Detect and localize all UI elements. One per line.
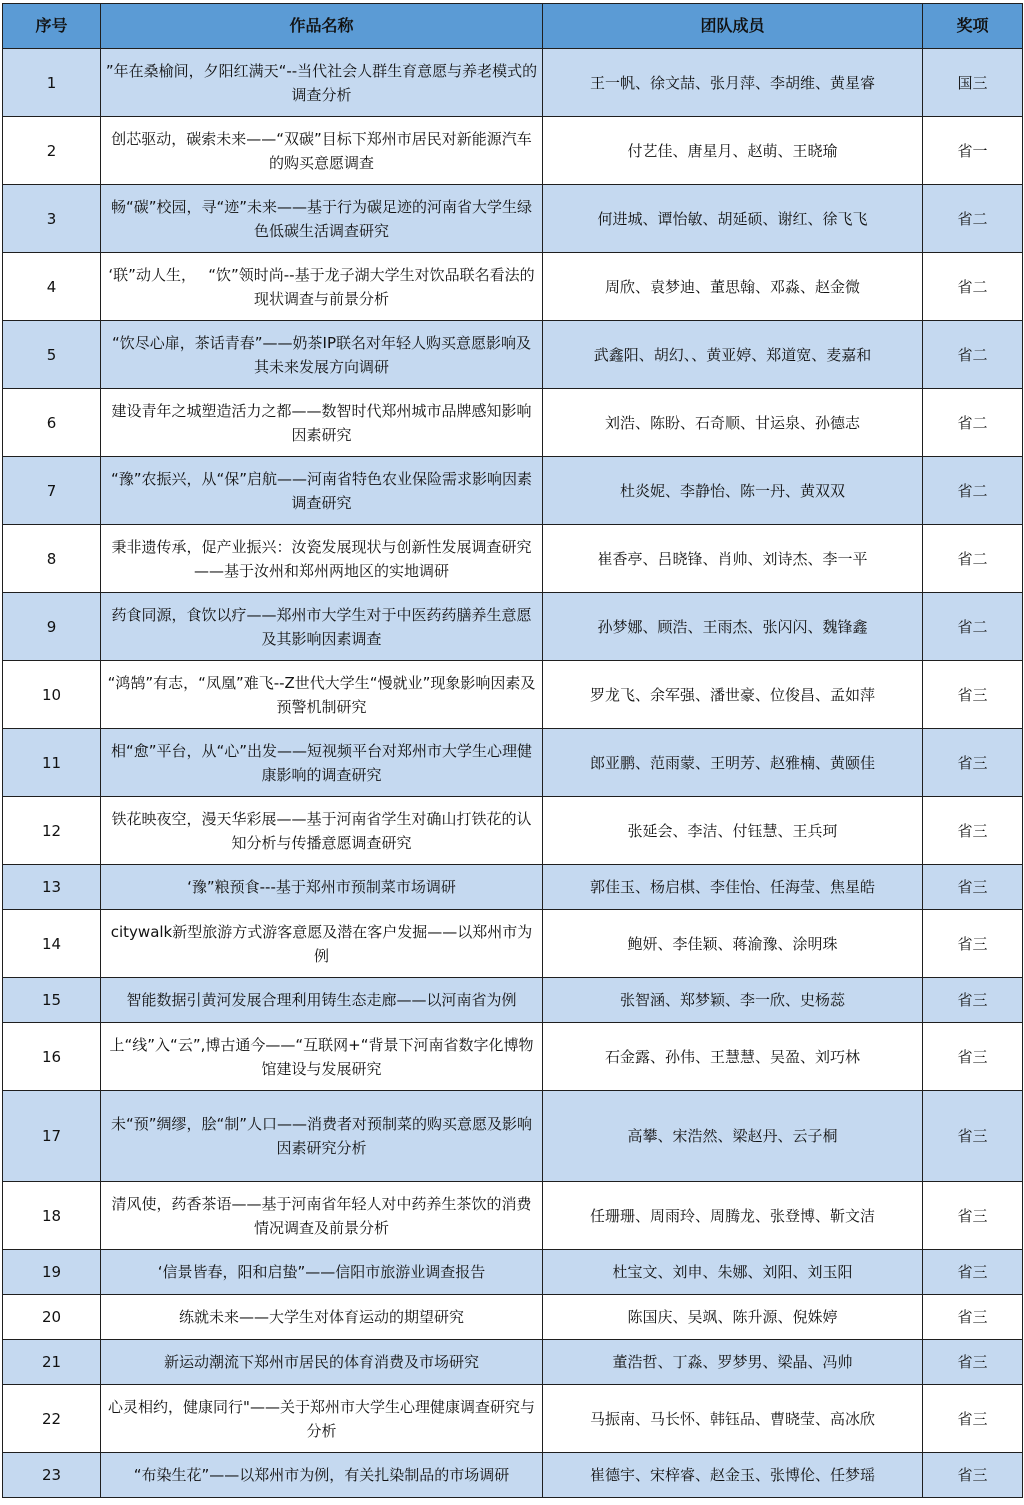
row-title: 新运动潮流下郑州市居民的体育消费及市场研究 [101,1340,543,1385]
table-row [3,1385,1023,1453]
row-members: 罗龙飞、余军强、潘世豪、位俊昌、孟如萍 [543,661,923,729]
row-award: 省三 [923,1250,1023,1295]
table-row [3,910,1023,978]
row-award: 省二 [923,321,1023,389]
row-members: 鲍妍、李佳颖、蒋渝豫、涂明珠 [543,910,923,978]
header-award: 奖项 [923,4,1023,49]
row-title: citywalk新型旅游方式游客意愿及潜在客户发掘——以郑州市为例 [101,910,543,978]
row-title: ‘豫”粮预食---基于郑州市预制菜市场调研 [101,865,543,910]
row-number: 16 [3,1023,101,1091]
header-row [3,4,1023,49]
row-members: 董浩哲、丁淼、罗梦男、梁晶、冯帅 [543,1340,923,1385]
row-number: 2 [3,117,101,185]
header-members: 团队成员 [543,4,923,49]
row-members: 付艺佳、唐星月、赵萌、王晓瑜 [543,117,923,185]
row-members: 孙梦娜、顾浩、王雨杰、张闪闪、魏锋鑫 [543,593,923,661]
row-title: 未“预”绸缪，脍“制”人口——消费者对预制菜的购买意愿及影响因素研究分析 [101,1091,543,1182]
row-members: 马振南、马长怀、韩钰品、曹晓莹、高冰欣 [543,1385,923,1453]
row-title: 上“线”入“云”,博古通今——“互联网+“背景下河南省数字化博物馆建设与发展研究 [101,1023,543,1091]
table-row [3,661,1023,729]
row-number: 3 [3,185,101,253]
row-members: 郎亚鹏、范雨蒙、王明芳、赵雅楠、黄颐佳 [543,729,923,797]
table-row [3,1023,1023,1091]
row-title: “鸿鹄”有志，“凤凰”难飞--Z世代大学生“慢就业”现象影响因素及预警机制研究 [101,661,543,729]
row-title: 智能数据引黄河发展合理利用铸生态走廊——以河南省为例 [101,978,543,1023]
row-award: 国三 [923,49,1023,117]
awards-table [2,3,1023,1498]
row-award: 省二 [923,525,1023,593]
table-row [3,525,1023,593]
row-award: 省三 [923,1385,1023,1453]
row-award: 省三 [923,1453,1023,1498]
row-number: 10 [3,661,101,729]
row-members: 崔香亭、吕晓锋、肖帅、刘诗杰、李一平 [543,525,923,593]
table-row [3,1182,1023,1250]
row-members: 何进城、谭怡敏、胡延硕、谢红、徐飞飞 [543,185,923,253]
row-award: 省三 [923,1091,1023,1182]
table-row [3,253,1023,321]
row-members: 郭佳玉、杨启棋、李佳怡、任海莹、焦星皓 [543,865,923,910]
table-row [3,457,1023,525]
row-award: 省三 [923,865,1023,910]
row-award: 省三 [923,1182,1023,1250]
row-title: 练就未来——大学生对体育运动的期望研究 [101,1295,543,1340]
row-title: 清风使，药香茶语——基于河南省年轻人对中药养生茶饮的消费情况调查及前景分析 [101,1182,543,1250]
row-title: ”年在桑榆间，夕阳红满天“--当代社会人群生育意愿与养老模式的调查分析 [101,49,543,117]
row-award: 省二 [923,457,1023,525]
row-number: 21 [3,1340,101,1385]
header-title: 作品名称 [101,4,543,49]
row-award: 省一 [923,117,1023,185]
row-award: 省三 [923,1340,1023,1385]
table-row [3,865,1023,910]
row-number: 19 [3,1250,101,1295]
row-title: 铁花映夜空，漫天华彩展——基于河南省学生对确山打铁花的认知分析与传播意愿调查研究 [101,797,543,865]
row-award: 省三 [923,978,1023,1023]
row-award: 省三 [923,797,1023,865]
row-members: 高攀、宋浩然、梁赵丹、云子桐 [543,1091,923,1182]
row-members: 刘浩、陈盼、石奇顺、甘运泉、孙德志 [543,389,923,457]
table-row [3,1453,1023,1498]
row-members: 石金露、孙伟、王慧慧、吴盈、刘巧林 [543,1023,923,1091]
header-number: 序号 [3,4,101,49]
table-row [3,797,1023,865]
row-award: 省三 [923,1295,1023,1340]
row-title: ‘信景皆春，阳和启蛰”——信阳市旅游业调查报告 [101,1250,543,1295]
row-number: 13 [3,865,101,910]
row-members: 王一帆、徐文喆、张月萍、李胡维、黄星睿 [543,49,923,117]
row-number: 20 [3,1295,101,1340]
row-number: 14 [3,910,101,978]
row-title: 创芯驱动，碳索未来——“双碳”目标下郑州市居民对新能源汽车的购买意愿调查 [101,117,543,185]
table-row [3,49,1023,117]
row-title: “布染生花”——以郑州市为例，有关扎染制品的市场调研 [101,1453,543,1498]
row-members: 张延会、李洁、付钰慧、王兵珂 [543,797,923,865]
row-award: 省二 [923,389,1023,457]
row-number: 4 [3,253,101,321]
row-number: 11 [3,729,101,797]
table-row [3,1295,1023,1340]
row-members: 崔德宇、宋梓睿、赵金玉、张博伦、任梦瑶 [543,1453,923,1498]
row-award: 省三 [923,910,1023,978]
row-number: 18 [3,1182,101,1250]
row-title: 畅“碳”校园，寻“迹”未来——基于行为碳足迹的河南省大学生绿色低碳生活调查研究 [101,185,543,253]
row-title: 药食同源，食饮以疗——郑州市大学生对于中医药药膳养生意愿及其影响因素调查 [101,593,543,661]
row-number: 17 [3,1091,101,1182]
row-number: 15 [3,978,101,1023]
row-title: 秉非遗传承，促产业振兴：汝瓷发展现状与创新性发展调查研究——基于汝州和郑州两地区的实地调研 [101,525,543,593]
row-members: 杜炎妮、李静怡、陈一丹、黄双双 [543,457,923,525]
row-members: 武鑫阳、胡幻、、黄亚婷、郑道宽、麦嘉和 [543,321,923,389]
row-members: 张智涵、郑梦颖、李一欣、史杨蕊 [543,978,923,1023]
row-number: 7 [3,457,101,525]
row-number: 5 [3,321,101,389]
row-number: 9 [3,593,101,661]
row-award: 省三 [923,729,1023,797]
row-award: 省二 [923,593,1023,661]
row-title: “饮尽心扉，茶话青春”——奶茶IP联名对年轻人购买意愿影响及其未来发展方向调研 [101,321,543,389]
table-row [3,1250,1023,1295]
row-title: ‘联”动人生， “饮”领时尚--基于龙子湖大学生对饮品联名看法的现状调查与前景分析 [101,253,543,321]
row-number: 1 [3,49,101,117]
row-award: 省三 [923,1023,1023,1091]
table-row [3,117,1023,185]
row-members: 陈国庆、吴飒、陈升源、倪姝婷 [543,1295,923,1340]
row-members: 杜宝文、刘申、朱娜、刘阳、刘玉阳 [543,1250,923,1295]
row-award: 省二 [923,185,1023,253]
table-row [3,185,1023,253]
row-award: 省二 [923,253,1023,321]
row-award: 省三 [923,661,1023,729]
row-number: 12 [3,797,101,865]
row-members: 任珊珊、周雨玲、周腾龙、张登博、靳文洁 [543,1182,923,1250]
row-number: 6 [3,389,101,457]
table-row [3,729,1023,797]
table-row [3,1091,1023,1182]
table-row [3,978,1023,1023]
table-row [3,389,1023,457]
row-title: 心灵相约，健康同行"——关于郑州市大学生心理健康调查研究与分析 [101,1385,543,1453]
table-row [3,593,1023,661]
row-members: 周欣、袁梦迪、董思翰、邓淼、赵金微 [543,253,923,321]
table-row [3,1340,1023,1385]
row-title: 建设青年之城塑造活力之都——数智时代郑州城市品牌感知影响因素研究 [101,389,543,457]
table-row [3,321,1023,389]
row-number: 23 [3,1453,101,1498]
row-title: “豫”农振兴，从“保”启航——河南省特色农业保险需求影响因素调查研究 [101,457,543,525]
row-number: 8 [3,525,101,593]
row-title: 相“愈”平台，从“心”出发——短视频平台对郑州市大学生心理健康影响的调查研究 [101,729,543,797]
row-number: 22 [3,1385,101,1453]
